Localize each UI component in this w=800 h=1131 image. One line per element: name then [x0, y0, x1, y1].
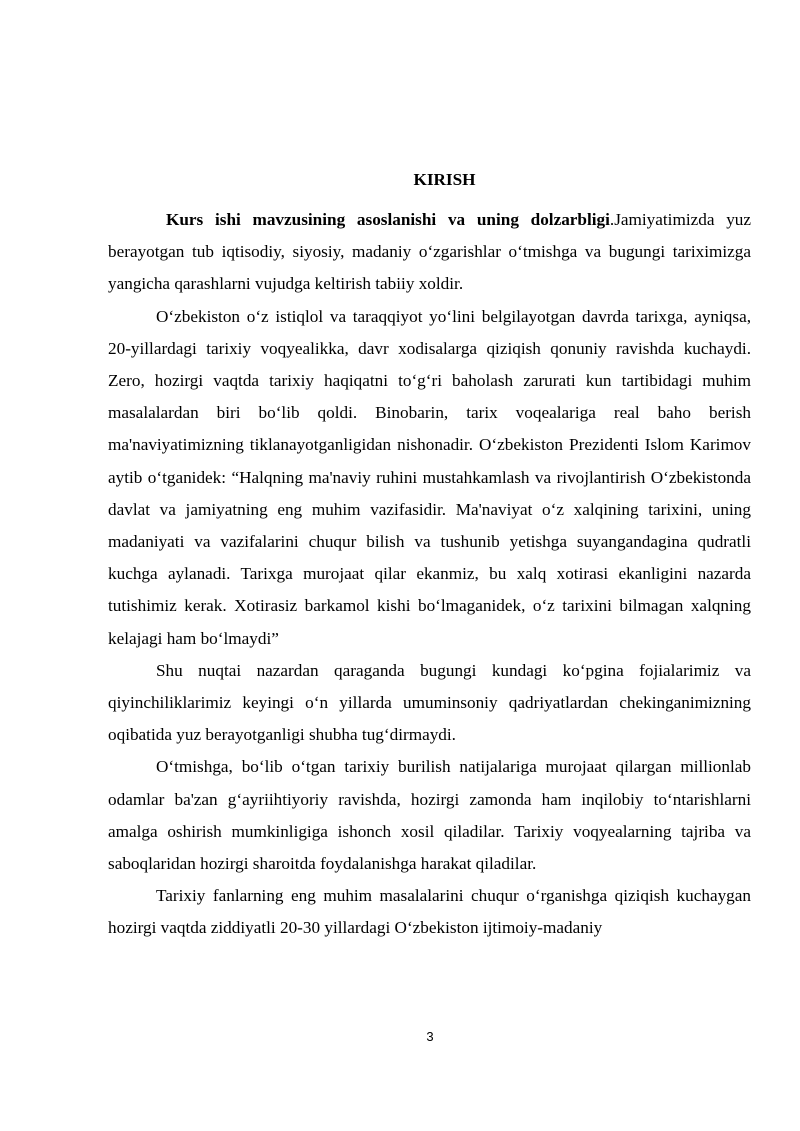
body-paragraph-4: Tarixiy fanlarning eng muhim masalalarini chuqur o‘rganishga qiziqish kuchaygan hozirgi vaqtda ziddiyatli 20-30 yillardagi O‘zbekiston ijtimoiy-madaniy: [108, 886, 751, 938]
body-paragraph-1: O‘zbekiston o‘z istiqlol va taraqqiyot yo‘lini belgilayotgan davrda tarixga, ayniqsa, 20-yillardagi tarixiy voqyealikka, davr xodisalarga qiziqish qonuniy ravishda kuchaydi. Zero, hozirgi vaqtda tarixiy haqiqatni to‘g‘ri baholash zarurati kun tartibidagi muhim masalalardan biri bo‘lib qoldi. Binobarin, tarix voqealariga real baho berish ma'naviyatimizning tiklanayotganligidan nishonadir. O‘zbekiston Prezidenti Islom Karimov aytib o‘tganidek: “Halqning ma'naviy ruhini mustahkamlash va rivojlantirish O‘zbekistonda davlat va jamiyatning eng muhim vazifasidir. Ma'naviyat o‘z xalqining tarixini, uning madaniyati va vazifalarini chuqur bilish va tushunib yetishga suyangandagina qudratli kuchga aylanadi. Tarixga murojaat qilar ekanmiz, bu xalq xotirasi ekanligini nazarda tutishimiz kerak. Xotirasiz barkamol kishi bo‘lmaganidek, o‘z tarixini bilmagan xalqning kelajagi ham bo‘lmaydi”: [108, 306, 751, 648]
intro-text: .Jamiyatimizda yuz berayotgan tub iqtisodiy, siyosiy, madaniy o‘zgarishlar o‘tmishga va bugungi tariximizga yangicha qarashlarni vujudga keltirish tabiiy xoldir.: [108, 210, 752, 294]
body-paragraph-2: Shu nuqtai nazardan qaraganda bugungi kundagi ko‘pgina fojialarimiz va qiyinchiliklarimiz keyingi o‘n yillarda umuminsoniy qadriyatlardan chekinganimizning oqibatida yuz berayotganligi shubha tug‘dirmaydi.: [108, 660, 751, 745]
page-title: KIRISH: [413, 170, 476, 189]
body-paragraph-3: O‘tmishga, bo‘lib o‘tgan tarixiy burilish natijalariga murojaat qilargan millionlab odamlar ba'zan g‘ayriihtiyoriy ravishda, hozirgi zamonda ham inqilobiy to‘ntarishlarni amalga oshirish mumkinligiga ishonch xosil qiladilar. Tarixiy voqyealarning tajriba va saboqlaridan hozirgi sharoitda foydalanishga harakat qiladilar.: [108, 757, 751, 874]
page-number: 3: [426, 1029, 434, 1044]
page-content: [108, 168, 751, 945]
intro-paragraph: [108, 204, 751, 301]
intro-bold-heading: Kurs ishi mavzusining asoslanishi va uning dolzarbligi: [166, 210, 610, 229]
